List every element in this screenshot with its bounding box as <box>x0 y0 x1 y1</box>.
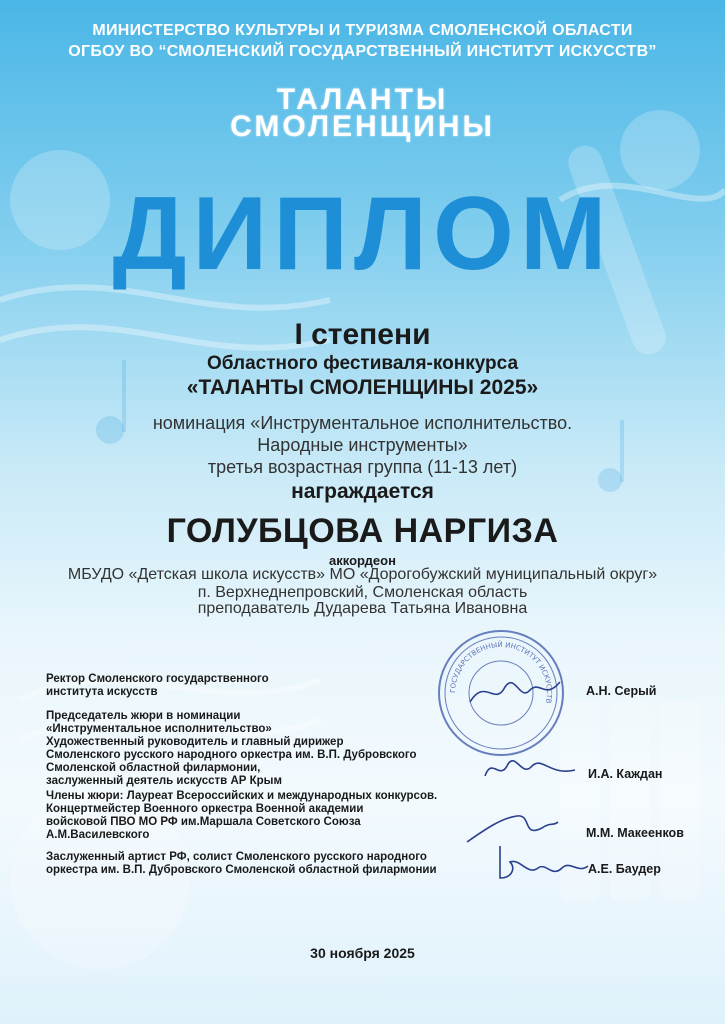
awarded-label: награждается <box>291 480 434 503</box>
brand-line-2: СМОЛЕНЩИНЫ <box>230 110 495 143</box>
signatory-4-name: А.Е. Баудер <box>588 862 661 876</box>
signatory-3-name: М.М. Макеенков <box>586 826 684 840</box>
signatory-3-role: Члены жюри: Лауреат Всероссийских и международных конкурсов. Концертмейстер Военного оркестра Военной академии войсковой ПВО МО РФ им.Маршала Советского Союза А.М.Василевского <box>46 790 438 841</box>
signature-4 <box>492 838 592 886</box>
recipient-teacher: преподаватель Дударева Татьяна Ивановна <box>197 600 528 617</box>
stamp-text: ГОСУДАРСТВЕННЫЙ ИНСТИТУТ ИСКУССТВ <box>448 640 554 704</box>
document-title: ДИПЛОМ <box>112 176 613 292</box>
signatory-2-role: Председатель жюри в номинации «Инструментальное исполнительство» Художественный руководитель и главный дирижер Смоленского русского народного оркестра им. В.П. Дубровского Смоленской областной филармонии, заслуженный деятель искусств АР Крым <box>46 710 417 787</box>
recipient-instrument: аккордеон <box>329 553 396 568</box>
recipient-place: п. Верхнеднепровский, Смоленская область <box>197 584 528 601</box>
document-date: 30 ноября 2025 <box>310 945 415 961</box>
signatory-1-role: Ректор Смоленского государственного института искусств <box>46 673 269 698</box>
signatory-2-name: И.А. Каждан <box>588 767 663 781</box>
age-group: третья возрастная группа (11-13 лет) <box>207 457 518 477</box>
institute-header: ОГБОУ ВО “СМОЛЕНСКИЙ ГОСУДАРСТВЕННЫЙ ИНСТИТУТ ИСКУССТВ” <box>68 43 657 60</box>
brand-line-1: ТАЛАНТЫ <box>276 83 449 116</box>
nomination-line-1: номинация «Инструментальное исполнительство. <box>152 413 573 433</box>
degree: I степени <box>294 318 431 351</box>
signature-2 <box>480 752 580 786</box>
ministry-header: МИНИСТЕРСТВО КУЛЬТУРЫ И ТУРИЗМА СМОЛЕНСКОЙ ОБЛАСТИ <box>92 22 633 39</box>
signatory-4-role: Заслуженный артист РФ, солист Смоленского русского народного оркестра им. В.П. Дубровского Смоленской областной филармонии <box>46 851 437 876</box>
recipient-name: ГОЛУБЦОВА НАРГИЗА <box>166 512 559 550</box>
festival-line-1: Областного фестиваля-конкурса <box>206 353 519 374</box>
signatory-1-name: А.Н. Серый <box>586 684 657 698</box>
festival-line-2: «ТАЛАНТЫ СМОЛЕНЩИНЫ 2025» <box>186 376 539 399</box>
recipient-school: МБУДО «Детская школа искусств» МО «Дорогобужский муниципальный округ» <box>67 566 658 583</box>
signature-1 <box>465 672 565 712</box>
nomination-line-2: Народные инструменты» <box>257 435 468 455</box>
